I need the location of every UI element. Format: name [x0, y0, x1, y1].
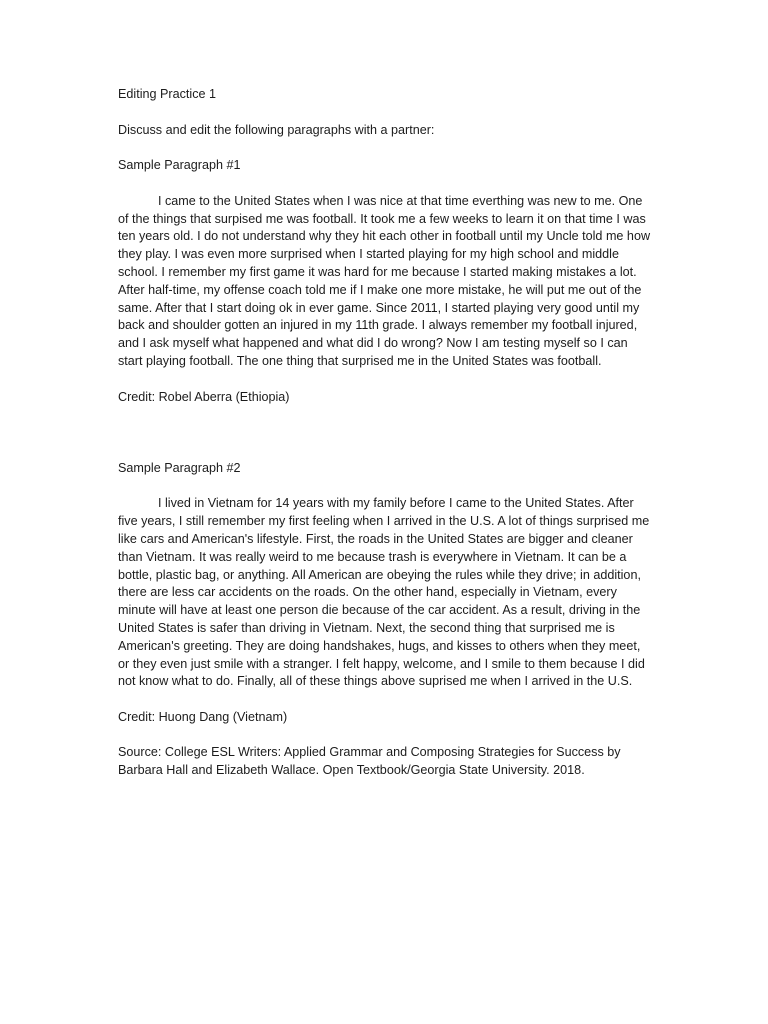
instruction-text: Discuss and edit the following paragraphs with a partner: — [118, 122, 435, 137]
sample-1-credit: Credit: Robel Aberra (Ethiopia) — [118, 389, 290, 404]
sample-2-credit: Credit: Huong Dang (Vietnam) — [118, 709, 288, 724]
document-content — [118, 86, 654, 780]
sample-2-paragraph: I lived in Vietnam for 14 years with my family before I came to the United States. After five years, I still remember my first feeling when I arrived in the U.S. A lot of things surprised me like cars and American's lifestyle. First, the roads in the United States are bigger and cleaner than Vietnam. It was really weird to me because trash is everywhere in Vietnam. It can be a bottle, plastic bag, or anything. All American are obeying the rules while they drive; in addition, there are less car accidents on the roads. On the other hand, especially in Vietnam, every minute will have at least one person die because of the car accident. As a result, driving in the United States is safer than driving in Vietnam. Next, the second thing that surprised me is American's greeting. They are doing handshakes, hugs, and kisses to others when they meet, or they even just smile with a stranger. I felt happy, welcome, and I smile to them because I did not know what to do. Finally, all of these things above suprised me when I arrived in the U.S. — [118, 496, 650, 689]
sample-1-heading: Sample Paragraph #1 — [118, 158, 241, 173]
sample-1-paragraph: I came to the United States when I was nice at that time everthing was new to me. One of the things that surpised me was football. It took me a few weeks to learn it on that time I was ten years old. I do not understand why they hit each other in football until my Uncle told me how they play. I was even more surprised when I started playing for my high school and middle school. I remember my first game it was hard for me because I started making mistakes a lot. After half-time, my offense coach told me if I make one more mistake, he will put me out of the same. After that I start doing ok in ever game. Since 2011, I started playing very good until my back and shoulder gotten an injured in my 11th grade. I always remember my football injured, and I ask myself what happened and what did I do wrong? Now I am testing myself so I can start playing football. The one thing that surprised me in the United States was football. — [118, 193, 651, 368]
document-title: Editing Practice 1 — [118, 87, 217, 101]
sample-2-heading: Sample Paragraph #2 — [118, 460, 241, 475]
source-citation: Source: College ESL Writers: Applied Grammar and Composing Strategies for Success by Barbara Hall and Elizabeth Wallace. Open Textbook/Georgia State University. 2018. — [118, 745, 621, 778]
